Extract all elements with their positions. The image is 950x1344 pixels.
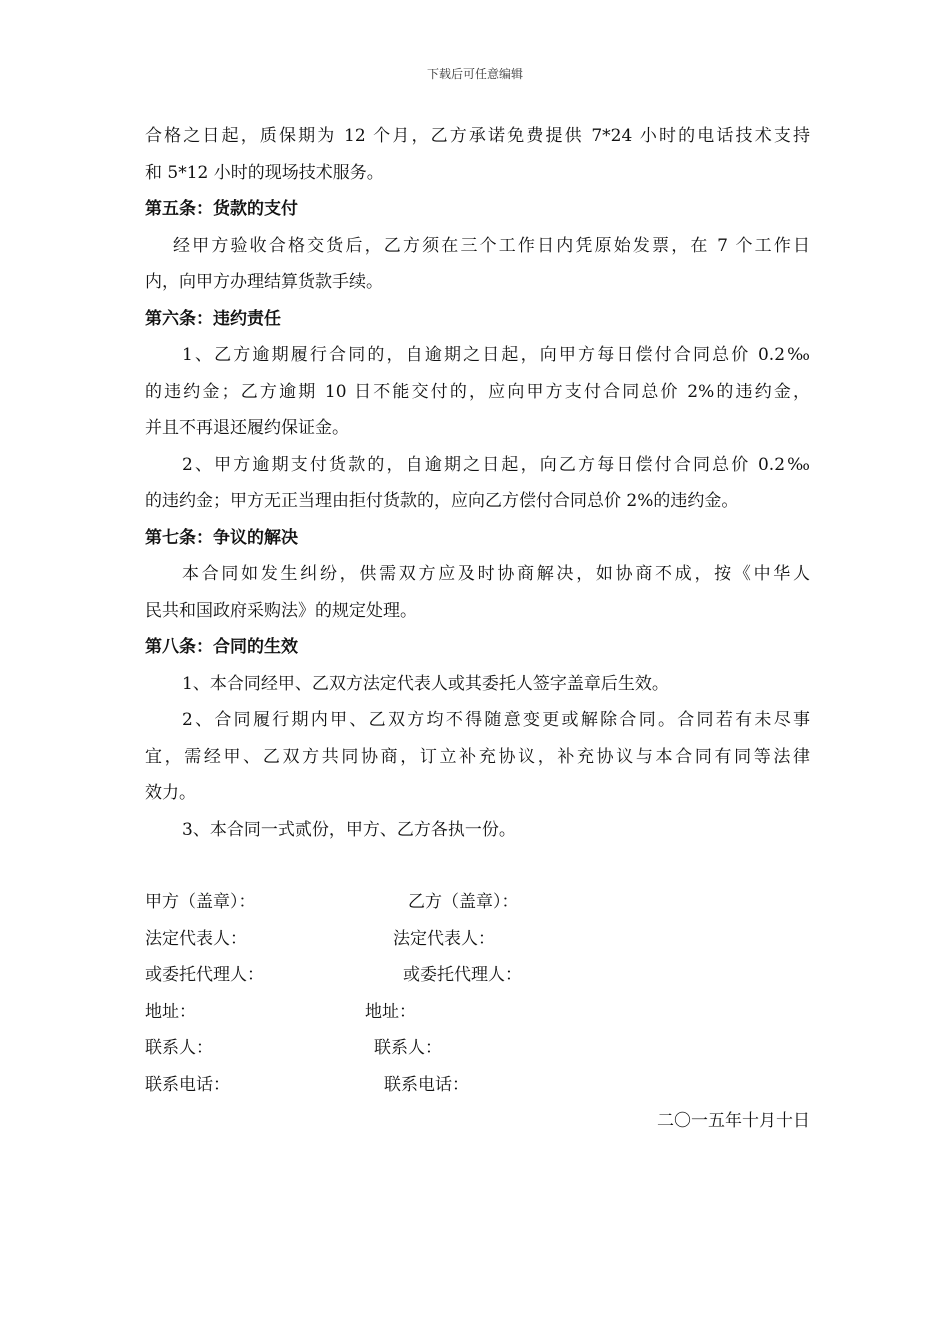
signature-row-seal [145, 884, 810, 921]
section-heading-7: 第七条：争议的解决 [145, 527, 298, 548]
paragraph-line: 2、合同履行期内甲、乙双方均不得随意变更或解除合同。合同若有未尽事 [182, 710, 810, 730]
page-header: 下载后可任意编辑 [426, 67, 523, 81]
section-heading-6: 第六条：违约责任 [145, 308, 281, 329]
paragraph-line: 民共和国政府采购法》的规定处理。 [145, 600, 417, 621]
party-b-address-label: 地址： [365, 1001, 416, 1022]
paragraph-line: 本合同如发生纠纷，供需双方应及时协商解决，如协商不成，按《中华人 [182, 564, 810, 584]
paragraph-line: 并且不再退还履约保证金。 [145, 418, 349, 438]
signature-row-agent [145, 957, 810, 994]
party-b-seal-label: 乙方（盖章）： [408, 892, 519, 912]
paragraph-line: 的违约金；乙方逾期 10 日不能交付的，应向甲方支付合同总价 2%的违约金， [145, 381, 810, 402]
party-a-legal-rep-label: 法定代表人： [145, 928, 247, 949]
party-a-contact-label: 联系人： [145, 1038, 213, 1058]
signature-row-address [145, 994, 810, 1031]
party-b-legal-rep-label: 法定代表人： [393, 928, 495, 949]
contract-date: 二〇一五年十月十日 [657, 1111, 810, 1131]
party-a-phone-label: 联系电话： [145, 1074, 230, 1095]
section-heading-8: 第八条：合同的生效 [145, 637, 298, 657]
party-b-phone-label: 联系电话： [384, 1074, 469, 1095]
party-a-agent-label: 或委托代理人： [145, 965, 264, 985]
signature-row-phone [145, 1067, 810, 1104]
party-b-contact-label: 联系人： [374, 1038, 442, 1058]
paragraph-line: 1、乙方逾期履行合同的，自逾期之日起，向甲方每日偿付合同总价 0.2‰ [182, 345, 810, 365]
paragraph-line: 和 5*12 小时的现场技术服务。 [145, 162, 384, 183]
paragraph-line: 3、本合同一式贰份，甲方、乙方各执一份。 [182, 819, 516, 840]
party-a-address-label: 地址： [145, 1001, 196, 1022]
section-heading-5: 第五条：货款的支付 [145, 199, 298, 219]
paragraph-line: 经甲方验收合格交货后，乙方须在三个工作日内凭原始发票，在 7 个工作日 [173, 235, 810, 256]
signature-row-contact [145, 1030, 810, 1067]
paragraph-line: 2、甲方逾期支付货款的，自逾期之日起，向乙方每日偿付合同总价 0.2‰ [182, 454, 810, 475]
paragraph-line: 效力。 [145, 783, 196, 803]
paragraph-line: 的违约金；甲方无正当理由拒付货款的，应向乙方偿付合同总价 2%的违约金。 [145, 491, 739, 511]
paragraph-line: 合格之日起，质保期为 12 个月，乙方承诺免费提供 7*24 小时的电话技术支持 [145, 126, 810, 146]
contract-body [145, 118, 810, 1140]
paragraph-line: 1、本合同经甲、乙双方法定代表人或其委托人签字盖章后生效。 [182, 673, 669, 694]
party-b-agent-label: 或委托代理人： [403, 965, 522, 985]
paragraph-line: 宜，需经甲、乙双方共同协商，订立补充协议，补充协议与本合同有同等法律 [145, 746, 810, 767]
signature-row-legal-rep [145, 921, 810, 958]
paragraph-line: 内，向甲方办理结算货款手续。 [145, 272, 383, 292]
party-a-seal-label: 甲方（盖章）： [145, 892, 256, 912]
spacer [145, 848, 810, 884]
